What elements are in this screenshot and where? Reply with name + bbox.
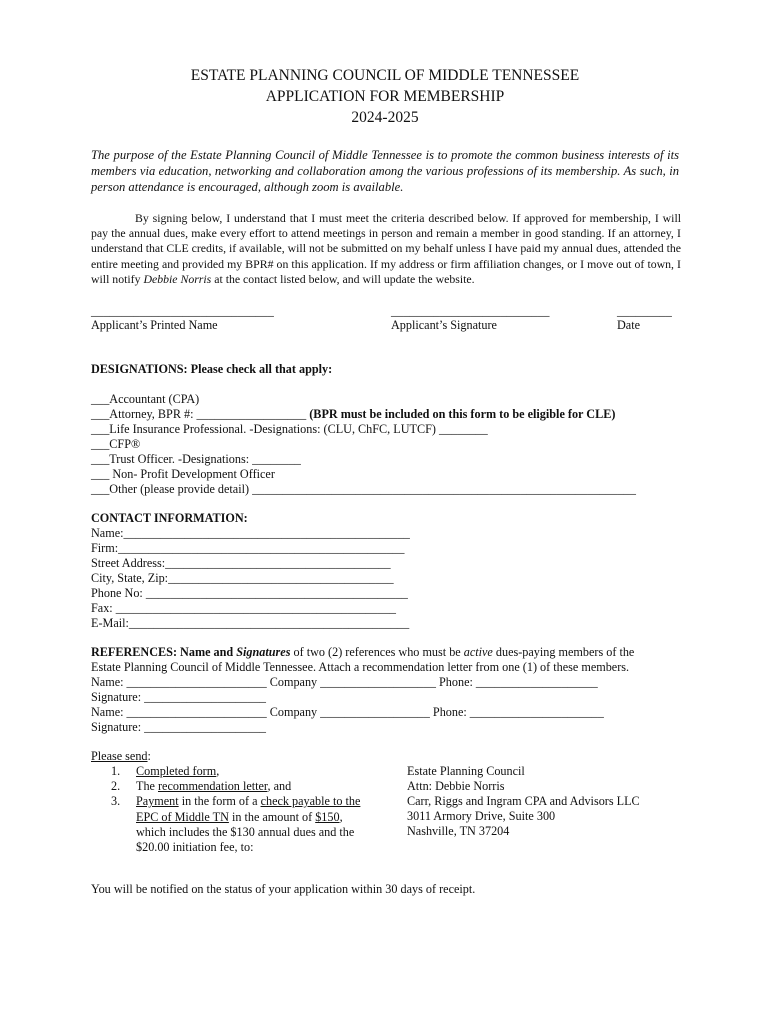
send-item-1-underlined: Completed form: [136, 764, 217, 778]
designation-life-insurance[interactable]: ___Life Insurance Professional. -Designations: (CLU, ChFC, LUTCF) ________: [91, 422, 488, 436]
reference-2-line[interactable]: Name: _______________________ Company __________________ Phone: ______________________: [91, 705, 604, 719]
please-send-heading: [91, 749, 151, 764]
send-item-3-payment: Payment: [136, 794, 179, 809]
purpose-statement: The purpose of the Estate Planning Council of Middle Tennessee is to promote the common business interests of its members via education, networking and collaboration among the various professions of its membership. As such, in person attendance is encouraged, although zoom is available.: [91, 148, 679, 194]
send-item-3-rest: , which includes the $130 annual dues and the $20.00 initiation fee, to:: [136, 809, 355, 855]
contact-city-field[interactable]: City, State, Zip:_____________________________________: [91, 571, 394, 585]
please-send-label: Please send: [91, 749, 148, 763]
printed-name-label: Applicant’s Printed Name: [91, 318, 218, 332]
references-heading-bold: REFERENCES: Name and: [91, 645, 237, 659]
address-line-4: 3011 Armory Drive, Suite 300: [407, 809, 556, 823]
designation-attorney[interactable]: [91, 407, 615, 422]
send-item-2: [91, 779, 371, 794]
designation-cfp[interactable]: ___CFP®: [91, 437, 141, 451]
send-item-1-number: 1.: [111, 764, 121, 778]
notification-footer: You will be notified on the status of your application within 30 days of receipt.: [91, 882, 476, 896]
date-line[interactable]: _________: [617, 304, 672, 318]
send-item-3-amount: $150: [315, 809, 340, 824]
send-item-3-number: 3.: [111, 794, 121, 809]
agreement-text-after: at the contact listed below, and will update the website.: [211, 271, 475, 286]
references-instructions: Estate Planning Council of Middle Tennessee. Attach a recommendation letter from one (1) of these members.: [91, 660, 630, 674]
council-title: ESTATE PLANNING COUNCIL OF MIDDLE TENNESSEE: [190, 67, 580, 84]
address-line-2: Attn: Debbie Norris: [407, 779, 505, 793]
send-item-1-rest: ,: [216, 764, 220, 778]
send-item-2-underlined: recommendation letter: [158, 779, 268, 794]
designation-trust-officer[interactable]: ___Trust Officer. -Designations: ________: [91, 452, 301, 466]
contact-street-field[interactable]: Street Address:_____________________________________: [91, 556, 391, 570]
bpr-note: (BPR must be included on this form to be eligible for CLE): [309, 407, 616, 421]
contact-email-field[interactable]: E-Mail:______________________________________________: [91, 616, 410, 630]
send-item-3: [91, 794, 371, 855]
date-label: Date: [617, 318, 641, 332]
contact-heading: CONTACT INFORMATION:: [91, 511, 248, 525]
send-item-2-rest: , and: [267, 779, 292, 794]
send-item-2-number: 2.: [111, 779, 121, 794]
send-item-3-check-payable: check payable to the EPC of Middle TN: [136, 794, 361, 824]
designation-other[interactable]: ___Other (please provide detail) _______________________________________________________________: [91, 482, 636, 496]
address-line-3: Carr, Riggs and Ingram CPA and Advisors LLC: [407, 794, 640, 808]
please-send-colon: :: [147, 749, 151, 763]
send-item-3-mid: in the form of a: [178, 794, 261, 809]
designation-nonprofit[interactable]: ___ Non- Profit Development Officer: [91, 467, 275, 481]
address-line-1: Estate Planning Council: [407, 764, 525, 778]
send-item-3-mid2: in the amount of: [228, 809, 316, 824]
send-item-1: [91, 764, 371, 779]
address-line-5: Nashville, TN 37204: [407, 824, 510, 838]
form-title: APPLICATION FOR MEMBERSHIP: [265, 88, 505, 105]
contact-person-name: Debbie Norris: [143, 271, 212, 286]
reference-1-line[interactable]: Name: _______________________ Company ___________________ Phone: ____________________: [91, 675, 598, 689]
form-year: 2024-2025: [351, 109, 419, 126]
signature-label: Applicant’s Signature: [391, 318, 497, 332]
reference-2-signature[interactable]: Signature: ____________________: [91, 720, 267, 734]
reference-1-signature[interactable]: Signature: ____________________: [91, 690, 267, 704]
printed-name-line[interactable]: ______________________________: [91, 304, 274, 318]
signature-line[interactable]: __________________________: [391, 304, 550, 318]
contact-firm-field[interactable]: Firm:_______________________________________________: [91, 541, 405, 555]
contact-name-field[interactable]: Name:_______________________________________________: [91, 526, 410, 540]
references-heading-active: active: [463, 645, 493, 659]
agreement-text-before: By signing below, I understand that I must meet the criteria described below. If approved for membership, I will pay the annual dues, make every effort to attend meetings in person and remain a member in good standing. If an attorney, I understand that CLE credits, if available, will not be submitted on my behalf unless I have paid my annual dues, attended the entire meeting and provided my BPR# on this application. If my address or firm affiliation changes, or I move out of town, I will notify: [91, 211, 681, 286]
references-heading-signatures: Signatures: [236, 645, 291, 659]
references-heading-rest1: of two (2) references who must be: [290, 645, 464, 659]
send-item-2-pre: The: [136, 779, 158, 794]
contact-fax-field[interactable]: Fax: ______________________________________________: [91, 601, 397, 615]
send-items-list: [91, 764, 391, 855]
contact-phone-field[interactable]: Phone No: ___________________________________________: [91, 586, 408, 600]
designation-cpa[interactable]: ___Accountant (CPA): [91, 392, 200, 406]
agreement-paragraph: [91, 211, 681, 287]
references-heading: [91, 645, 634, 660]
designation-attorney-label: ___Attorney, BPR #: __________________: [91, 407, 307, 421]
designations-heading: DESIGNATIONS: Please check all that apply:: [91, 362, 333, 376]
references-heading-rest2: dues-paying members of the: [492, 645, 635, 659]
